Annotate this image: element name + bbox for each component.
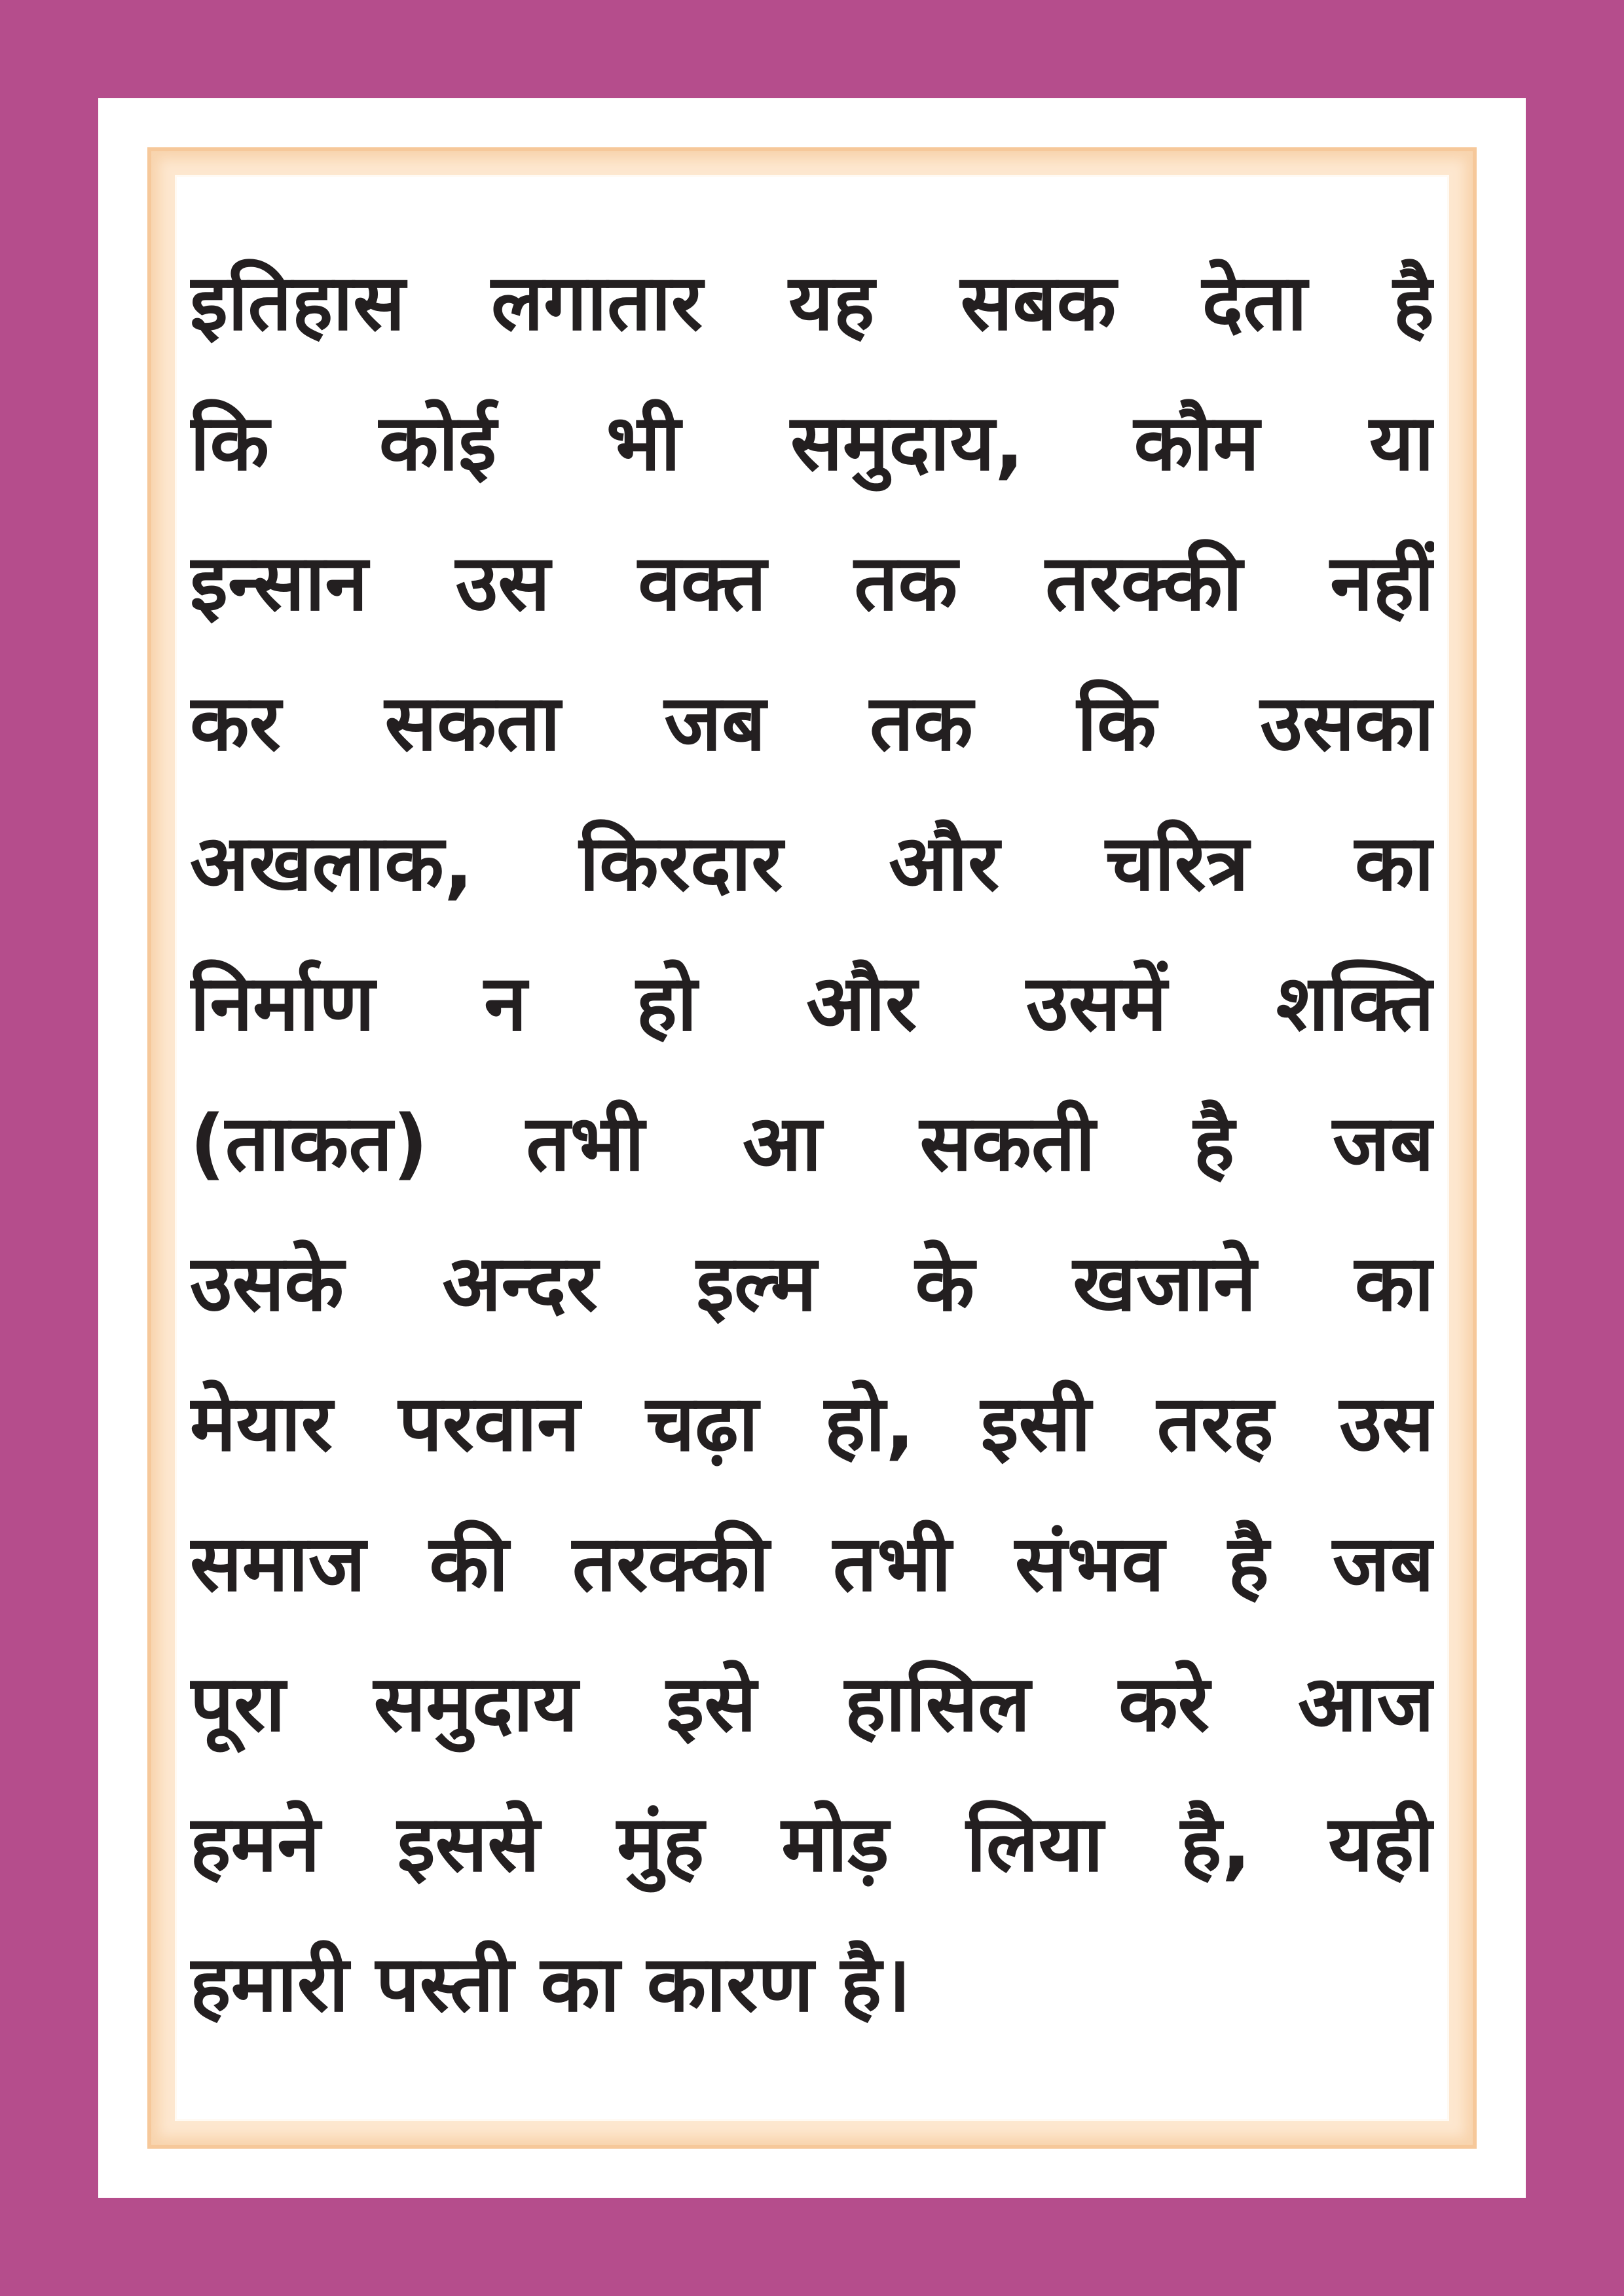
text-line: निर्माण न हो और उसमें शक्ति [190, 958, 1434, 1048]
text-line: उसके अन्दर इल्म के खजाने का [190, 1238, 1434, 1328]
text-line: अखलाक, किरदार और चरित्र का [190, 818, 1434, 908]
quote-paragraph [190, 232, 1434, 2054]
text-line: (ताकत) तभी आ सकती है जब [190, 1098, 1434, 1188]
text-line: मेयार परवान चढ़ा हो, इसी तरह उस [190, 1378, 1434, 1468]
text-line: पूरा समुदाय इसे हासिल करे आज [190, 1658, 1434, 1749]
text-line: कि कोई भी समुदाय, कौम या [190, 397, 1434, 488]
text-line: इन्सान उस वक्त तक तरक्की नहीं [190, 538, 1434, 628]
text-line: हमारी पस्ती का कारण है। [190, 1939, 912, 2029]
text-line: कर सकता जब तक कि उसका [190, 678, 1434, 768]
text-line: समाज की तरक्की तभी संभव है जब [190, 1518, 1434, 1609]
text-line: इतिहास लगातार यह सबक देता है [190, 257, 1434, 348]
text-line: हमने इससे मुंह मोड़ लिया है, यही [190, 1798, 1434, 1889]
